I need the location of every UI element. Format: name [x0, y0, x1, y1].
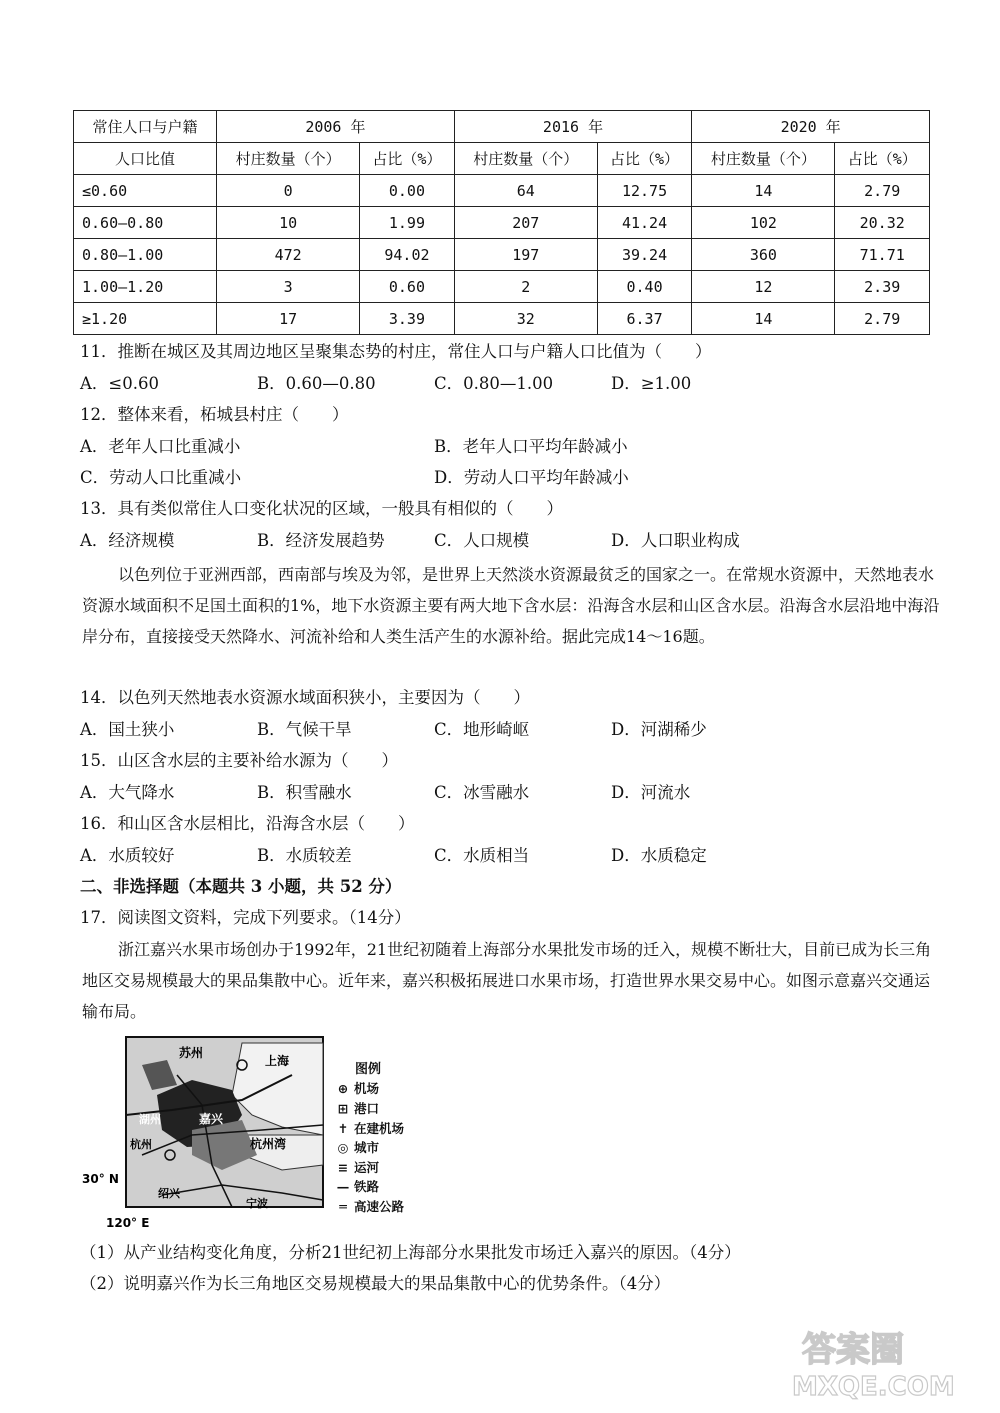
city-label: 绍兴 [158, 1187, 180, 1200]
legend-label: 铁路 [354, 1179, 380, 1194]
question-stem: 11．推断在城区及其周边地区呈聚集态势的村庄，常住人口与户籍人口比值为（ ） [80, 342, 712, 361]
answer-option[interactable]: D．劳动人口平均年龄减小 [434, 468, 629, 487]
cell: 207 [454, 207, 597, 239]
legend-label: 港口 [354, 1101, 380, 1116]
cell: 71.71 [835, 239, 930, 271]
answer-option[interactable]: B．老年人口平均年龄减小 [434, 437, 628, 456]
answer-option[interactable]: B．气候干旱 [257, 720, 352, 739]
legend-title: 图例 [355, 1062, 382, 1077]
railway-icon: — [336, 1179, 350, 1194]
cell: 197 [454, 239, 597, 271]
cell: 39.24 [597, 239, 692, 271]
cell: 12 [692, 271, 835, 303]
longitude-label: 120° E [106, 1216, 150, 1230]
cell: 17 [217, 303, 360, 335]
answer-option[interactable]: C．0.80—1.00 [434, 374, 554, 393]
reading-passage: 以色列位于亚洲西部，西南部与埃及为邻，是世界上天然淡水资源最贫乏的国家之一。在常规水资源中，天然地表水资源水域面积不足国土面积的1%，地下水资源主要有两大地下含水层：沿海含水层和山区含水层。沿海含水层沿地中海沿岸分布，直接接受天然降水、河流补给和人类生活产生的水源补给。据此完成14～16题。 [82, 565, 940, 646]
question-stem: 12．整体来看，柘城县村庄（ ） [80, 405, 349, 424]
answer-option[interactable]: C．人口规模 [434, 531, 530, 550]
cell: 2 [454, 271, 597, 303]
sub-question: （1）从产业结构变化角度，分析21世纪初上海部分水果批发市场迁入嘉兴的原因。（4分） [80, 1243, 741, 1262]
table-row [74, 175, 930, 207]
question-stem: 14．以色列天然地表水资源水域面积狭小，主要因为（ ） [80, 688, 530, 707]
city-label: 嘉兴 [199, 1112, 224, 1126]
answer-option[interactable]: B．水质较差 [257, 846, 352, 865]
answer-option[interactable]: B．0.60—0.80 [257, 374, 376, 393]
table-row [74, 303, 930, 335]
city-label: 杭州湾 [250, 1137, 287, 1151]
canal-icon: ≡ [337, 1160, 349, 1175]
subcol-header: 村庄数量（个） [454, 143, 597, 175]
cell: 14 [692, 303, 835, 335]
cell: 102 [692, 207, 835, 239]
cell: 94.02 [360, 239, 455, 271]
row-label: ≤0.60 [74, 175, 217, 207]
question-stem: 17．阅读图文资料，完成下列要求。（14分） [80, 908, 411, 927]
header-label: 常住人口与户籍 [74, 111, 217, 143]
row-label: ≥1.20 [74, 303, 217, 335]
cell: 6.37 [597, 303, 692, 335]
cell: 0.60 [360, 271, 455, 303]
cell: 0.40 [597, 271, 692, 303]
answer-option[interactable]: A．≤0.60 [80, 374, 159, 393]
legend-item [335, 1177, 379, 1195]
section-heading: 二、非选择题（本题共 3 小题，共 52 分） [80, 877, 402, 896]
city-label: 杭州 [130, 1138, 152, 1151]
answer-option[interactable]: D．人口职业构成 [611, 531, 740, 550]
year-header: 2016 年 [454, 111, 692, 143]
answer-option[interactable]: A．经济规模 [80, 531, 175, 550]
answer-option[interactable]: D．≥1.00 [611, 374, 692, 393]
cell: 0.00 [360, 175, 455, 207]
answer-option[interactable]: D．河湖稀少 [611, 720, 707, 739]
table-row [74, 239, 930, 271]
cell: 0 [217, 175, 360, 207]
city-label: 湖州 [139, 1113, 161, 1126]
city-icon: ◎ [337, 1140, 349, 1155]
city-label: 苏州 [179, 1046, 204, 1060]
cell: 20.32 [835, 207, 930, 239]
answer-option[interactable]: B．经济发展趋势 [257, 531, 385, 550]
question-stem: 13．具有类似常住人口变化状况的区域，一般具有相似的（ ） [80, 499, 563, 518]
answer-option[interactable]: C．劳动人口比重减小 [80, 468, 242, 487]
legend-label: 机场 [354, 1081, 380, 1096]
port-icon: ⊞ [337, 1101, 349, 1116]
answer-option[interactable]: D．水质稳定 [611, 846, 707, 865]
cell: 360 [692, 239, 835, 271]
answer-option[interactable]: A．老年人口比重减小 [80, 437, 241, 456]
city-label: 上海 [265, 1054, 290, 1068]
cell: 1.99 [360, 207, 455, 239]
answer-option[interactable]: A．大气降水 [80, 783, 175, 802]
cell: 10 [217, 207, 360, 239]
cell: 14 [692, 175, 835, 207]
cell: 64 [454, 175, 597, 207]
airport-under-construction-icon: ✝ [337, 1121, 349, 1136]
legend-label: 高速公路 [354, 1199, 405, 1214]
answer-option[interactable]: A．国土狭小 [80, 720, 175, 739]
village-population-table [73, 110, 930, 335]
subcol-header: 占比（%） [597, 143, 692, 175]
reading-passage: 浙江嘉兴水果市场创办于1992年，21世纪初随着上海部分水果批发市场的迁入，规模不断壮大，目前已成为长三角地区交易规模最大的果品集散中心。近年来，嘉兴积极拓展进口水果市场，打造世界水果交易中心。如图示意嘉兴交通运输布局。 [82, 940, 932, 1021]
legend-label: 城市 [354, 1140, 380, 1155]
svg-text:MXQE.COM: MXQE.COM [792, 1372, 955, 1401]
watermark-logo [782, 1321, 982, 1401]
cell: 12.75 [597, 175, 692, 207]
city-label: 宁波 [246, 1197, 268, 1210]
cell: 41.24 [597, 207, 692, 239]
legend-item [335, 1119, 404, 1137]
legend-item [335, 1079, 379, 1097]
legend-item [335, 1197, 404, 1215]
row-label: 0.80—1.00 [74, 239, 217, 271]
cell: 2.79 [835, 175, 930, 207]
subcol-header: 占比（%） [360, 143, 455, 175]
subcol-header: 村庄数量（个） [692, 143, 835, 175]
answer-option[interactable]: C．冰雪融水 [434, 783, 530, 802]
legend-item [335, 1099, 379, 1117]
answer-option[interactable]: C．水质相当 [434, 846, 530, 865]
subcol-header: 村庄数量（个） [217, 143, 360, 175]
latitude-label: 30° N [82, 1172, 119, 1186]
cell: 472 [217, 239, 360, 271]
subcol-header: 占比（%） [835, 143, 930, 175]
answer-option[interactable]: D．河流水 [611, 783, 691, 802]
cell: 2.79 [835, 303, 930, 335]
answer-option[interactable]: A．水质较好 [80, 846, 175, 865]
svg-text:答案圈: 答案圈 [802, 1330, 904, 1370]
cell: 2.39 [835, 271, 930, 303]
table-row [74, 207, 930, 239]
cell: 3 [217, 271, 360, 303]
legend-item [335, 1138, 379, 1156]
header-label: 人口比值 [74, 143, 217, 175]
year-header: 2006 年 [217, 111, 455, 143]
question-stem: 16．和山区含水层相比，沿海含水层（ ） [80, 814, 415, 833]
question-stem: 15．山区含水层的主要补给水源为（ ） [80, 751, 398, 770]
legend-label: 运河 [354, 1160, 380, 1175]
row-label: 1.00—1.20 [74, 271, 217, 303]
answer-option[interactable]: C．地形崎岖 [434, 720, 530, 739]
legend-label: 在建机场 [354, 1121, 405, 1136]
sub-question: （2）说明嘉兴作为长三角地区交易规模最大的果品集散中心的优势条件。（4分） [80, 1274, 671, 1293]
table-row [74, 271, 930, 303]
legend-item [335, 1158, 379, 1176]
airport-icon: ⊕ [337, 1081, 349, 1096]
highway-icon: ═ [339, 1199, 347, 1214]
row-label: 0.60—0.80 [74, 207, 217, 239]
cell: 3.39 [360, 303, 455, 335]
answer-option[interactable]: B．积雪融水 [257, 783, 352, 802]
cell: 32 [454, 303, 597, 335]
year-header: 2020 年 [692, 111, 930, 143]
